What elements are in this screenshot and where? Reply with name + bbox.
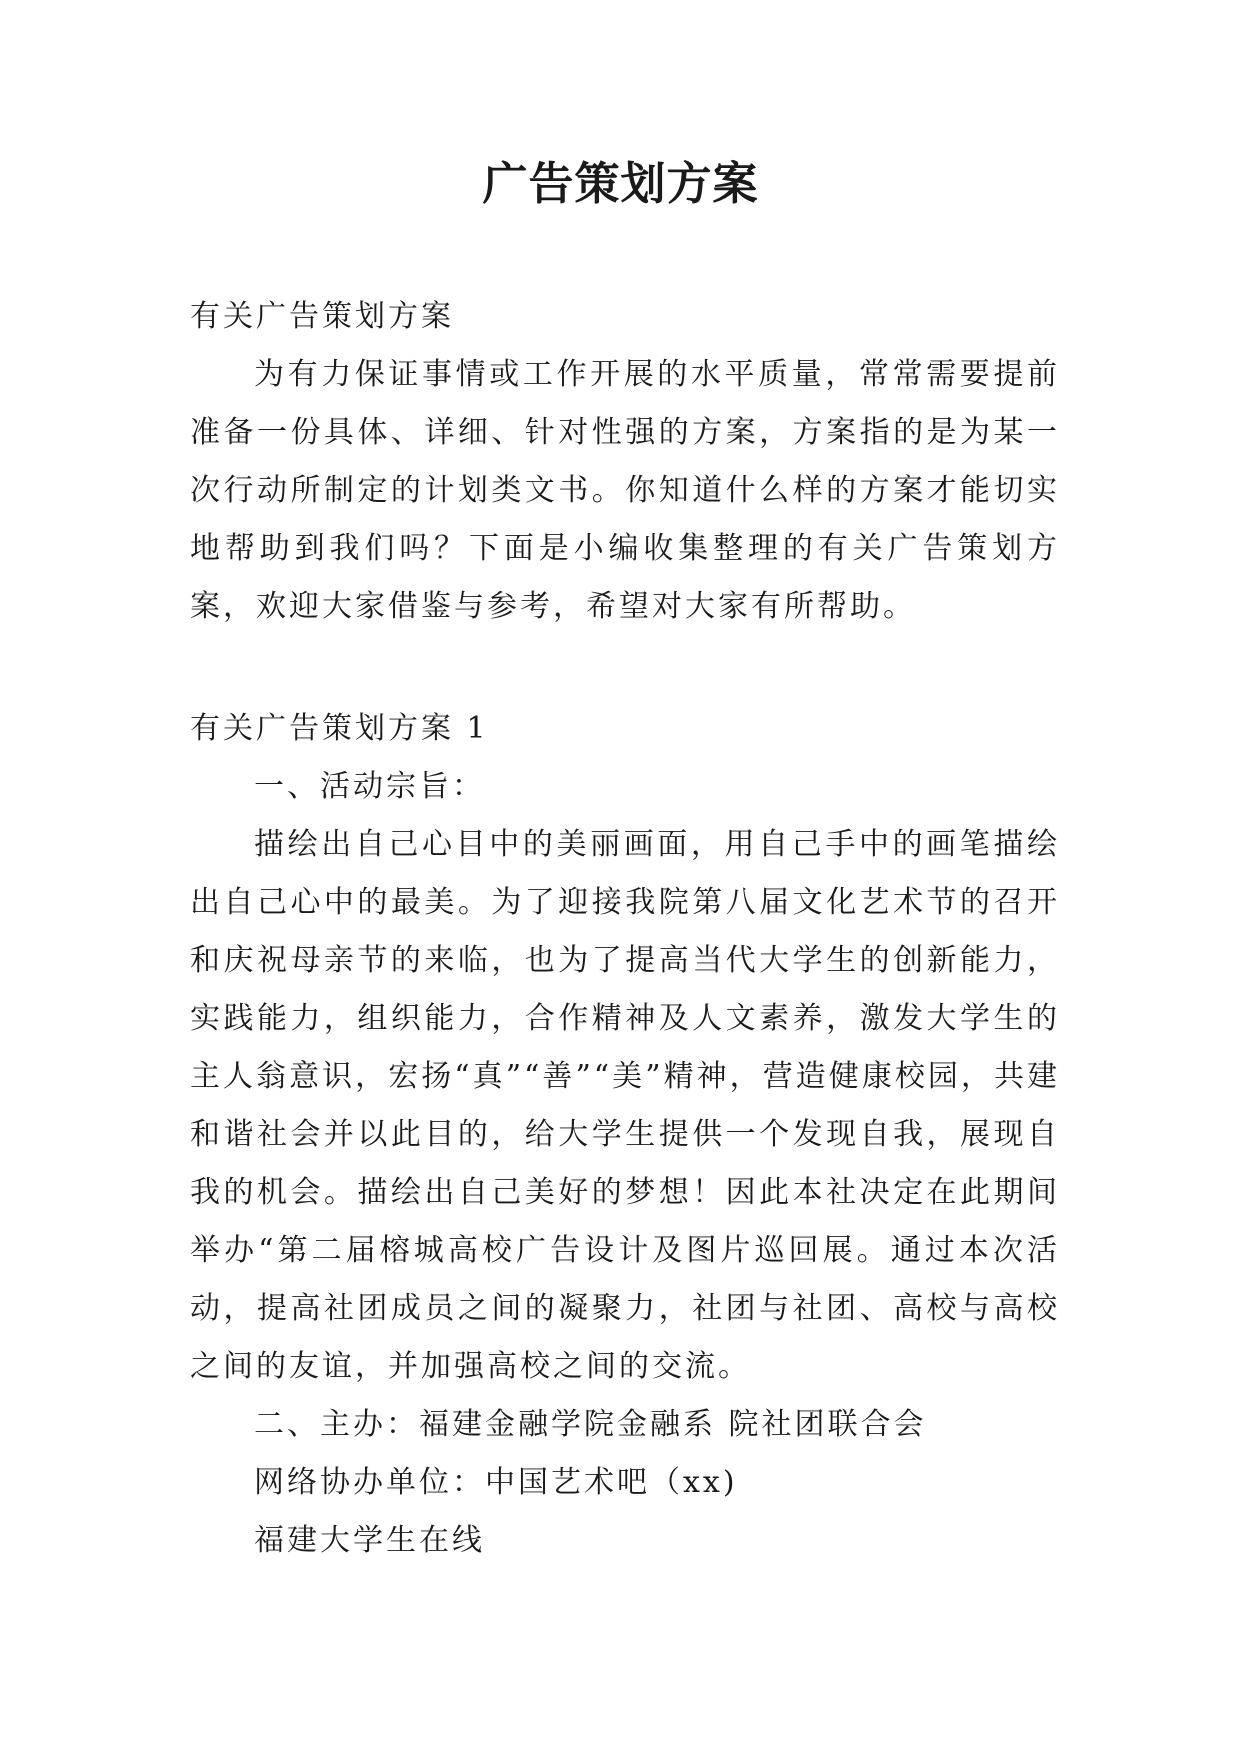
purpose-paragraph: 描绘出自己心目中的美丽画面，用自己手中的画笔描绘出自己心中的最美。为了迎接我院第八届文化艺术节的召开和庆祝母亲节的来临，也为了提高当代大学生的创新能力，实践能力，组织能力，合作精神及人文素养，激发大学生的主人翁意识，宏扬“真”“善”“美”精神，营造健康校园，共建和谐社会并以此目的，给大学生提供一个发现自我，展现自我的机会。描绘出自己美好的梦想！因此本社决定在此期间举办“第二届榕城高校广告设计及图片巡回展。通过本次活动，提高社团成员之间的凝聚力，社团与社团、高校与高校之间的友谊，并加强高校之间的交流。 [190, 827, 1060, 1384]
co-organizer-2: 福建大学生在线 [254, 1523, 485, 1558]
co-organizer-line: 网络协办单位：中国艺术吧（xx) [254, 1465, 738, 1500]
intro-section [190, 288, 1060, 636]
purpose-heading: 一、活动宗旨： [254, 769, 485, 804]
section-1 [190, 700, 1060, 1570]
document-title: 广告策划方案 [482, 157, 759, 210]
intro-paragraph: 为有力保证事情或工作开展的水平质量，常常需要提前准备一份具体、详细、针对性强的方案，方案指的是为某一次行动所制定的计划类文书。你知道什么样的方案才能切实地帮助到我们吗？下面是小编收集整理的有关广告策划方案，欢迎大家借鉴与参考，希望对大家有所帮助。 [190, 357, 1060, 624]
organizer-line: 二、主办：福建金融学院金融系 院社团联合会 [254, 1407, 927, 1442]
intro-heading: 有关广告策划方案 [190, 299, 454, 334]
section-1-heading: 有关广告策划方案 1 [190, 711, 489, 746]
